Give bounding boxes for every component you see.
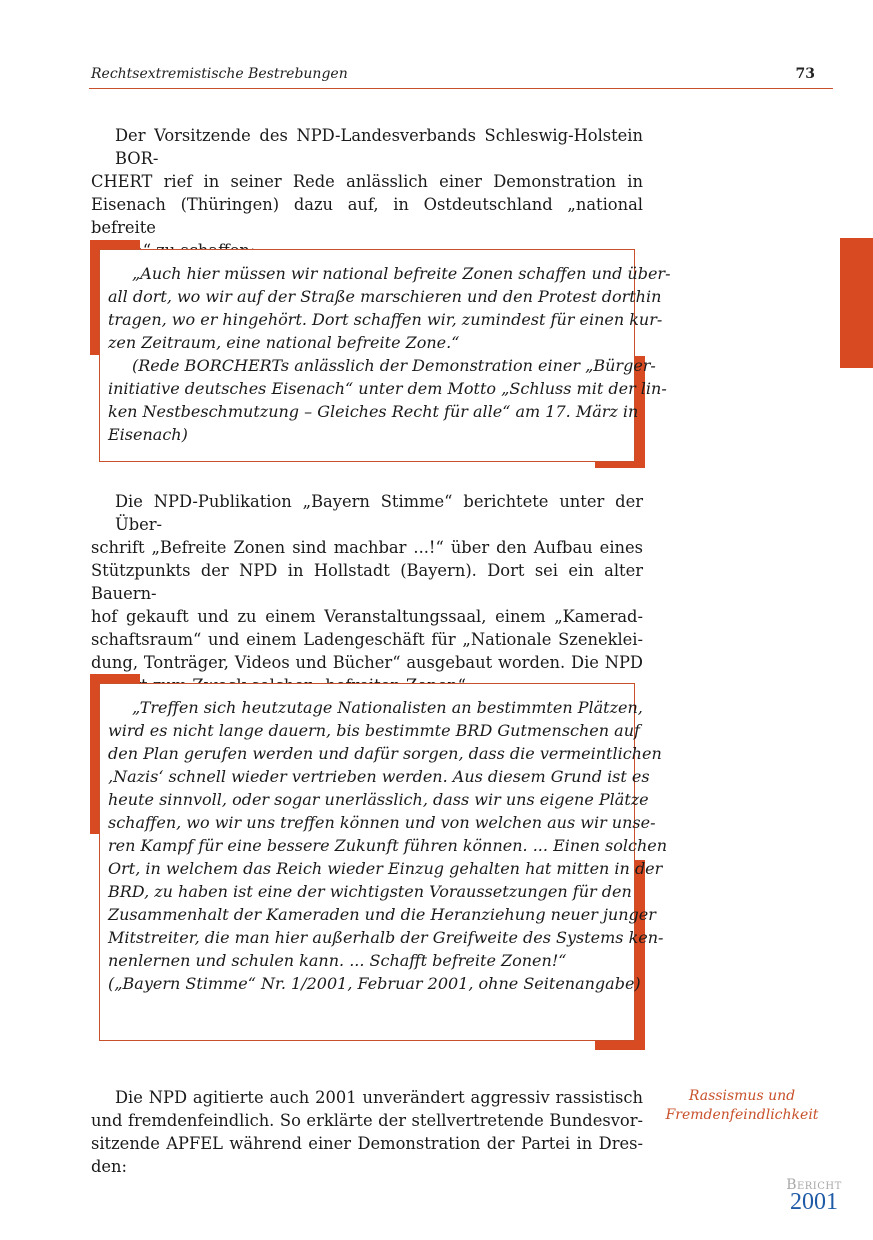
quote-line: Ort, in welchem das Reich wieder Einzug gehalten hat mitten in der [108, 859, 663, 878]
quote-box-2 [99, 683, 668, 1041]
quote-line: Mitstreiter, die man hier außerhalb der Greifweite des Systems ken- [108, 928, 664, 947]
paragraph-line: Die NPD-Publikation „Bayern Stimme“ berichtete unter der Über- [115, 492, 643, 534]
quote-2-text [108, 696, 668, 995]
paragraph-2 [91, 490, 643, 697]
running-head-title: Rechtsextremistische Bestrebungen [91, 66, 348, 82]
paragraph-line: Der Vorsitzende des NPD-Landesverbands Schleswig-Holstein BOR- [115, 126, 643, 168]
paragraph-line: CHERT rief in seiner Rede anlässlich einer Demonstration in [91, 172, 643, 191]
paragraph-line: sitzende APFEL während einer Demonstration der Partei in Dres- [91, 1134, 643, 1153]
paragraph-line: schrift „Befreite Zonen sind machbar ...!“ über den Aufbau eines [91, 538, 643, 557]
quote-source-line: ken Nestbeschmutzung – Gleiches Recht für alle“ am 17. März in [108, 402, 639, 421]
paragraph-line: Stützpunkts der NPD in Hollstadt (Bayern). Dort sei ein alter Bauern- [91, 561, 643, 603]
chapter-side-tab [840, 238, 873, 368]
paragraph-line: und fremdenfeindlich. So erklärte der stellvertretende Bundesvor- [91, 1111, 643, 1130]
quote-box-1 [99, 249, 671, 462]
quote-line: „Auch hier müssen wir national befreite Zonen schaffen und über- [132, 264, 671, 283]
paragraph-3 [91, 1086, 643, 1178]
margin-note-line: Fremdenfeindlichkeit [665, 1107, 819, 1123]
quote-line: ren Kampf für eine bessere Zukunft führen können. ... Einen solchen [108, 836, 668, 855]
report-logo-year: 2001 [790, 1189, 838, 1215]
quote-source-line: initiative deutsches Eisenach“ unter dem Motto „Schluss mit der lin- [108, 379, 667, 398]
paragraph-line: Eisenach (Thüringen) dazu auf, in Ostdeutschland „national befreite [91, 195, 643, 237]
paragraph-line: den: [91, 1157, 128, 1176]
quote-line: all dort, wo wir auf der Straße marschieren und den Protest dorthin [108, 287, 662, 306]
quote-source-line: Eisenach) [108, 425, 188, 444]
quote-line: wird es nicht lange dauern, bis bestimmte BRD Gutmenschen auf [108, 721, 640, 740]
quote-line: ‚Nazis‘ schnell wieder vertrieben werden. Aus diesem Grund ist es [108, 767, 650, 786]
paragraph-line: schaftsraum“ und einem Ladengeschäft für „Nationale Szeneklei- [91, 630, 643, 649]
paragraph-1 [91, 124, 643, 262]
quote-line: schaffen, wo wir uns treffen können und von welchen aus wir unse- [108, 813, 656, 832]
quote-line: tragen, wo er hingehört. Dort schaffen wir, zumindest für einen kur- [108, 310, 663, 329]
paragraph-line: hof gekauft und zu einem Veranstaltungssaal, einem „Kamerad- [91, 607, 643, 626]
quote-line: Zusammenhalt der Kameraden und die Heranziehung neuer junger [108, 905, 656, 924]
quote-line: heute sinnvoll, oder sogar unerlässlich, dass wir uns eigene Plätze [108, 790, 649, 809]
quote-line: nenlernen und schulen kann. ... Schafft befreite Zonen!“ [108, 951, 567, 970]
margin-note-line: Rassismus und [688, 1088, 796, 1104]
paragraph-line: dung, Tonträger, Videos und Bücher“ ausgebaut worden. Die NPD [91, 653, 643, 672]
quote-source-line: („Bayern Stimme“ Nr. 1/2001, Februar 2001, ohne Seitenangabe) [108, 974, 641, 993]
quote-line: BRD, zu haben ist eine der wichtigsten Voraussetzungen für den [108, 882, 632, 901]
quote-line: „Treffen sich heutzutage Nationalisten an bestimmten Plätzen, [132, 698, 643, 717]
quote-source-line: (Rede BORCHERTs anlässlich der Demonstration einer „Bürger- [132, 356, 656, 375]
header-rule [89, 88, 833, 89]
paragraph-line: Die NPD agitierte auch 2001 unverändert aggressiv rassistisch [115, 1088, 643, 1107]
page-number: 73 [795, 66, 815, 82]
quote-line: zen Zeitraum, eine national befreite Zone.“ [108, 333, 460, 352]
report-logo-word: Bericht [786, 1177, 842, 1193]
margin-note [660, 1087, 824, 1125]
quote-line: den Plan gerufen werden und dafür sorgen, dass die vermeintlichen [108, 744, 662, 763]
quote-1-text [108, 262, 671, 446]
